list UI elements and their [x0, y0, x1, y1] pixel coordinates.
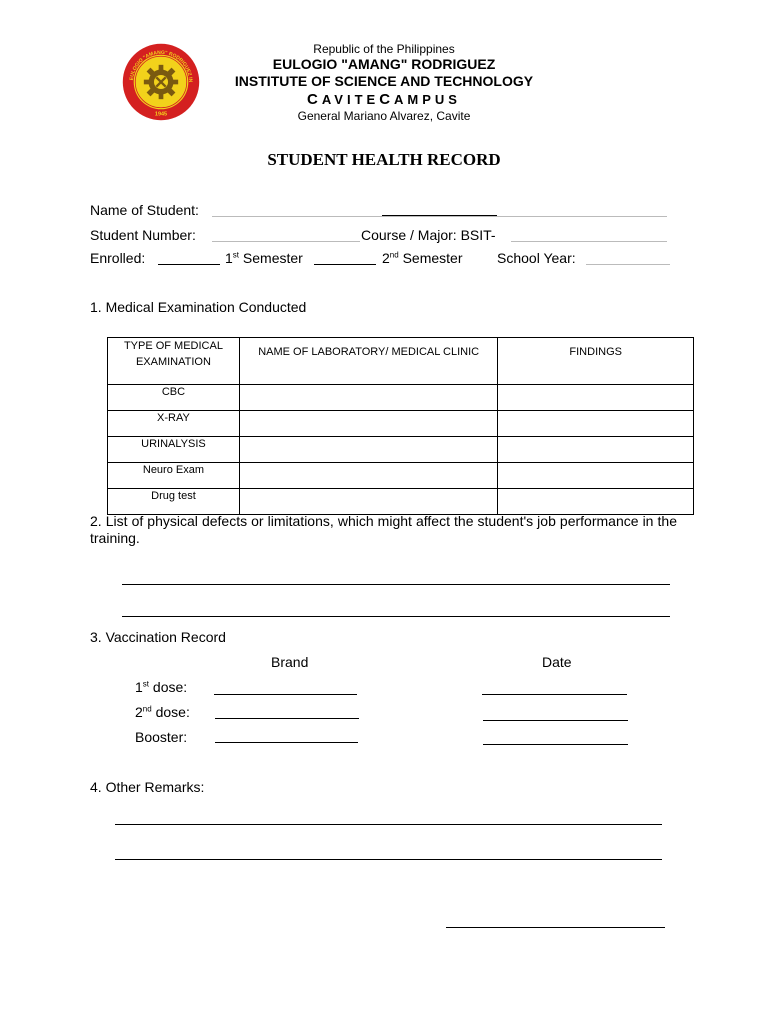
student-number-field[interactable] — [212, 241, 360, 242]
section3-heading: 3. Vaccination Record — [90, 629, 226, 645]
column-header-findings: FINDINGS — [498, 338, 694, 385]
table-header-row — [108, 338, 694, 385]
laboratory-cell[interactable] — [239, 385, 497, 411]
table-row — [108, 489, 694, 515]
exam-type-cell: CBC — [108, 385, 240, 411]
findings-cell[interactable] — [498, 411, 694, 437]
table-row — [108, 463, 694, 489]
second-semester-checkbox[interactable] — [314, 264, 376, 265]
remarks-line-1[interactable] — [115, 824, 662, 825]
dose2-label: 2nd dose: — [135, 704, 190, 720]
student-number-label: Student Number: — [90, 227, 196, 243]
first-semester-label: 1st Semester — [225, 250, 303, 266]
booster-brand-field[interactable] — [215, 742, 358, 743]
enrolled-label: Enrolled: — [90, 250, 146, 266]
section4-heading: 4. Other Remarks: — [90, 779, 205, 795]
dose2-brand-field[interactable] — [215, 718, 359, 719]
remarks-line-2[interactable] — [115, 859, 662, 860]
signature-line[interactable] — [446, 927, 665, 928]
dose2-date-field[interactable] — [483, 720, 628, 721]
column-header-laboratory: NAME OF LABORATORY/ MEDICAL CLINIC — [239, 338, 497, 385]
dose1-brand-field[interactable] — [214, 694, 357, 695]
name-field-underline — [382, 215, 497, 216]
defects-line-2[interactable] — [122, 616, 670, 617]
school-name: EULOGIO "AMANG" RODRIGUEZ — [272, 56, 496, 72]
seal-year: 1945 — [154, 111, 168, 118]
dose1-label: 1st dose: — [135, 679, 188, 695]
table-row — [108, 437, 694, 463]
table-row — [108, 385, 694, 411]
seal-text: EULOGIO "AMANG" RODRIGUEZ IN — [128, 49, 194, 83]
campus-name: CAVITECAMPUS — [307, 91, 461, 108]
findings-cell[interactable] — [498, 437, 694, 463]
brand-label: Brand — [271, 654, 309, 670]
exam-type-cell: X-RAY — [108, 411, 240, 437]
findings-cell[interactable] — [498, 489, 694, 515]
name-label: Name of Student: — [90, 202, 199, 218]
exam-type-cell: Drug test — [108, 489, 240, 515]
school-year-label: School Year: — [497, 250, 576, 266]
medical-exam-table — [107, 337, 694, 515]
laboratory-cell[interactable] — [239, 463, 497, 489]
booster-label: Booster: — [135, 729, 188, 745]
school-year-field[interactable] — [586, 264, 670, 265]
section1-heading: 1. Medical Examination Conducted — [90, 299, 307, 315]
findings-cell[interactable] — [498, 463, 694, 489]
course-label: Course / Major: BSIT- — [361, 227, 496, 243]
exam-type-cell: URINALYSIS — [108, 437, 240, 463]
name-field[interactable] — [212, 216, 667, 217]
institute-name: INSTITUTE OF SCIENCE AND TECHNOLOGY — [234, 73, 534, 89]
date-label: Date — [542, 654, 572, 670]
republic-line: Republic of the Philippines — [313, 42, 455, 56]
first-semester-checkbox[interactable] — [158, 264, 220, 265]
school-address: General Mariano Alvarez, Cavite — [297, 109, 471, 123]
booster-date-field[interactable] — [483, 744, 628, 745]
laboratory-cell[interactable] — [239, 489, 497, 515]
findings-cell[interactable] — [498, 385, 694, 411]
defects-line-1[interactable] — [122, 584, 670, 585]
table-row — [108, 411, 694, 437]
laboratory-cell[interactable] — [239, 411, 497, 437]
laboratory-cell[interactable] — [239, 437, 497, 463]
section2-text: 2. List of physical defects or limitations, which might affect the student's job performance in the training. — [90, 513, 677, 546]
column-header-type: TYPE OF MEDICAL EXAMINATION — [108, 338, 240, 385]
exam-type-cell: Neuro Exam — [108, 463, 240, 489]
course-field[interactable] — [511, 241, 667, 242]
second-semester-label: 2nd Semester — [382, 250, 463, 266]
dose1-date-field[interactable] — [482, 694, 627, 695]
page-title: STUDENT HEALTH RECORD — [267, 150, 501, 169]
